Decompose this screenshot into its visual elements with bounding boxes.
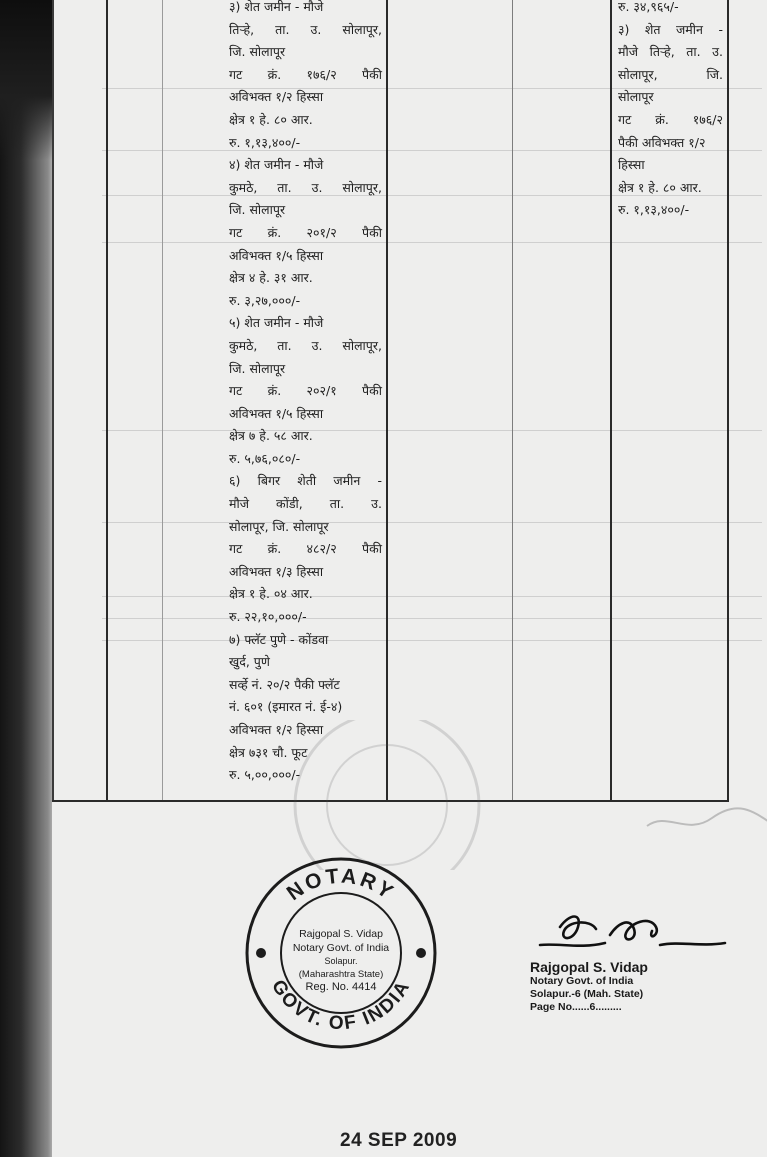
left_column-line: जि. सोलापूर <box>229 44 286 60</box>
asset-description-column-right <box>618 0 723 222</box>
ghost-rule <box>102 430 762 431</box>
svg-text:NOTARY: NOTARY <box>282 864 400 906</box>
page-number: Page No......6......... <box>530 1001 622 1013</box>
right_column-line: क्षेत्र १ हे. ८० आर. <box>618 179 702 195</box>
left_column-line: ४) शेत जमीन - मौजे <box>229 157 324 173</box>
left_column-line: अविभक्त १/५ हिस्सा <box>229 405 324 421</box>
left_column-line: अविभक्त १/३ हिस्सा <box>229 563 324 579</box>
left_column-line: गट क्रं. २०२/१ पैकी <box>229 383 382 399</box>
signatory-designation: Notary Govt. of India <box>530 975 634 987</box>
left_column-line: अविभक्त १/५ हिस्सा <box>229 247 324 263</box>
right_column-line: ३) शेत जमीन - <box>618 21 723 37</box>
notary-seal <box>243 855 439 1051</box>
left_column-line: मौजे कोंडी, ता. उ. <box>229 496 382 512</box>
left_column-line: रु. १,१३,४००/- <box>229 134 301 150</box>
stamp-text-line: (Maharashtra State) <box>298 969 384 980</box>
right_column-line: सोलापूर, जि. <box>618 66 723 82</box>
stamp-text-line: Notary Govt. of India <box>292 942 390 954</box>
left_column-line: नं. ६०१ (इमारत नं. ई-४) <box>229 699 343 715</box>
left_column-line: क्षेत्र ४ हे. ३१ आर. <box>229 270 313 286</box>
asset-description-column <box>229 0 382 787</box>
left_column-line: क्षेत्र १ हे. ०४ आर. <box>229 586 313 602</box>
left_column-line: जि. सोलापूर <box>229 202 286 218</box>
left_column-line: रु. ३,२७,०००/- <box>229 292 301 308</box>
left_column-line: अविभक्त १/२ हिस्सा <box>229 89 324 105</box>
left_column-line: रु. ५,७६,०८०/- <box>229 450 301 466</box>
left_column-line: गट क्रं. २०१/२ पैकी <box>229 224 382 240</box>
left_column-line: क्षेत्र १ हे. ८० आर. <box>229 111 313 127</box>
right_column-line: सोलापूर <box>618 89 654 105</box>
left_column-line: गट क्रं. १७६/२ पैकी <box>229 66 382 82</box>
table-column-rule <box>512 0 513 800</box>
ghost-rule <box>102 242 762 243</box>
ghost-rule <box>102 522 762 523</box>
signatory-location: Solapur.-6 (Mah. State) <box>530 988 644 1000</box>
right_column-line: रु. ३४,९६५/- <box>618 0 679 14</box>
right_column-line: हिस्सा <box>618 157 645 173</box>
ghost-rule <box>102 596 762 597</box>
scan-dark-edge <box>0 0 60 1157</box>
svg-text:GOVT. OF INDIA: GOVT. OF INDIA <box>267 976 415 1035</box>
left_column-line: कुमठे, ता. उ. सोलापूर, <box>229 179 382 195</box>
table-column-rule <box>386 0 388 800</box>
right_column-line: रु. १,१३,४००/- <box>618 202 690 218</box>
left_column-line: क्षेत्र ७ हे. ५८ आर. <box>229 428 313 444</box>
document-page <box>52 0 767 1157</box>
table-column-rule <box>162 0 163 800</box>
left_column-line: खुर्द, पुणे <box>229 654 270 670</box>
notary-signature-block <box>530 905 730 1014</box>
right_column-line: पैकी अविभक्त १/२ <box>618 134 706 150</box>
date-stamp: 24 SEP 2009 <box>340 1130 458 1151</box>
left_column-line: जि. सोलापूर <box>229 360 286 376</box>
right_column-line: गट क्रं. १७६/२ <box>618 111 723 127</box>
signatory-name: Rajgopal S. Vidap <box>530 959 648 975</box>
left_column-line: रु. २२,१०,०००/- <box>229 609 307 625</box>
left_column-line: सर्व्हे नं. २०/२ पैकी फ्लॅट <box>229 676 340 692</box>
left_column-line: ६) बिगर शेती जमीन - <box>229 473 382 489</box>
signature-bleed-mark <box>642 806 767 836</box>
ghost-rule <box>102 618 762 619</box>
left_column-line: रु. ५,००,०००/- <box>229 767 301 783</box>
left_column-line: ५) शेत जमीन - मौजे <box>229 315 324 331</box>
left_column-line: अविभक्त १/२ हिस्सा <box>229 722 324 737</box>
table-column-rule <box>610 0 612 800</box>
table-column-rule <box>106 0 108 800</box>
left_column-line: ७) फ्लॅट पुणे - कोंडवा <box>229 631 329 647</box>
scan-dark-corner <box>0 0 60 160</box>
left_column-line: ३) शेत जमीन - मौजे <box>229 0 324 14</box>
left_column-line: कुमठे, ता. उ. सोलापूर, <box>229 337 382 353</box>
ghost-rule <box>102 640 762 641</box>
left_column-line: तिऱ्हे, ता. उ. सोलापूर, <box>229 21 382 37</box>
right_column-line: मौजे तिऱ्हे, ता. उ. <box>618 44 723 60</box>
stamp-bleed-through <box>287 720 487 870</box>
stamp-text-line: Reg. No. 4414 <box>305 981 377 993</box>
left_column-line: क्षेत्र ७३१ चौ. फूट <box>229 744 308 760</box>
stamp-text-line: Solapur. <box>324 956 358 966</box>
table-left-border <box>52 0 54 800</box>
table-column-rule <box>727 0 729 800</box>
left_column-line: गट क्रं. ४८२/२ पैकी <box>229 541 382 557</box>
left_column-line: सोलापूर, जि. सोलापूर <box>229 518 329 534</box>
handwritten-signature <box>530 905 730 955</box>
stamp-text-line: Rajgopal S. Vidap <box>299 928 383 940</box>
